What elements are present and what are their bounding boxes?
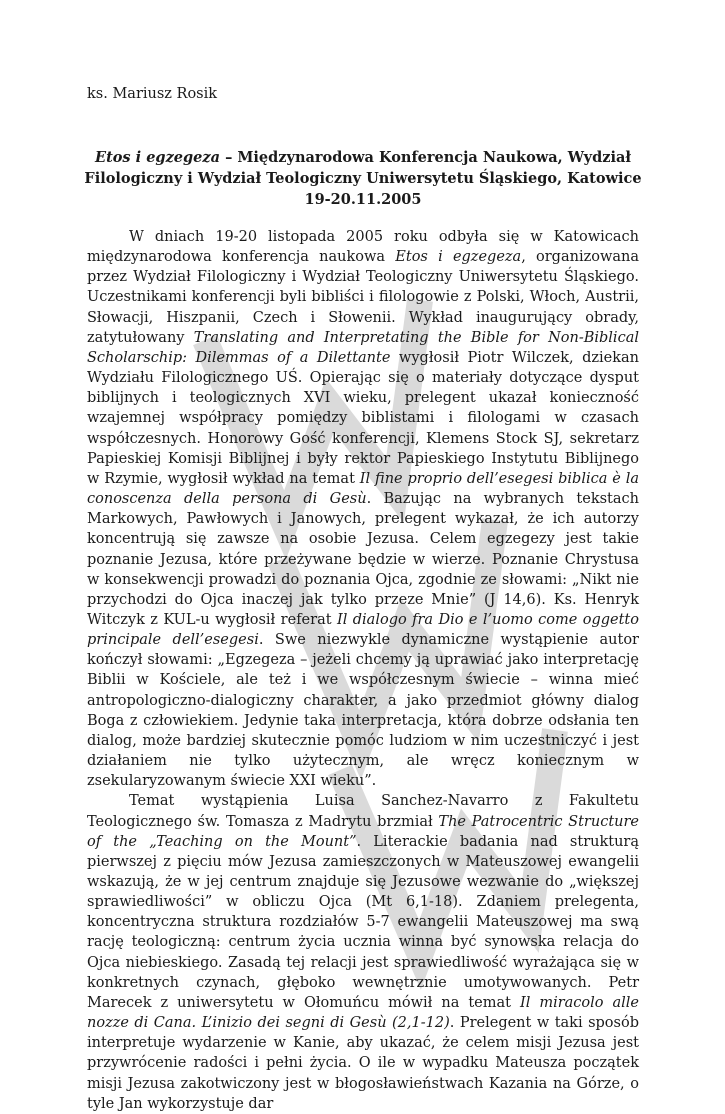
- italic-title-text: Il dialogo fra Dio e l’uomo come oggetto principale dell’esegesi: [87, 611, 639, 649]
- article-body: [87, 227, 639, 1114]
- italic-title-text: The Patrocentric Structure of the „Teaching on the Mount”: [87, 813, 639, 850]
- paragraph-text: . Bazując na wybranych tekstach Markowych, Pawłowych i Janowych, prelegent wykazał, że ich autorzy koncentrują się zawsze na osobie Jezusa. Celem egzegezy jest takie poznanie Jezusa, które przeżywane będzie w wierze. Poznanie Chrystusa w konsekwencji prowadzi do poznania Ojca, zgodnie ze słowami: „Nikt nie przychodzi do Ojca inaczej jak tylko przeze Mnie” (J 14,6). Ks. Henryk Witczyk z KUL-u wygłosił referat: [87, 491, 639, 628]
- title-rest: – Międzynarodowa Konferencja Naukowa, Wydział Filologiczny i Wydział Teologiczny Uniwersytetu Śląskiego, Katowice 19-20.11.2005: [84, 149, 642, 208]
- italic-title-text: Etos i egzegeza: [395, 249, 522, 266]
- paragraph: [87, 227, 639, 791]
- paragraph-text: . Literackie badania nad strukturą pierwszej z pięciu mów Jezusa zamieszczonych w Mateuszowej ewangelii wskazują, że w jej centrum znajduje się Jezusowe wezwanie do „większej sprawiedliwości” w obliczu Ojca (Mt 6,1-18). Zdaniem prelegenta, koncentryczna struktura rozdziałów 5-7 ewangelii Mateuszowej ma swą rację teologiczną: centrum życia ucznia winna być synowska relacja do Ojca niebieskiego. Zasadą tej relacji jest sprawiedliwość wyrażająca się w konkretnych czynach, głęboko wewnętrznie umotywowanych. Petr Marecek z uniwersytetu w Ołomuńcu mówił na temat: [87, 833, 640, 1011]
- italic-title-text: Il fine proprio dell’esegesi biblica è la conoscenza della persona di Gesù: [87, 470, 639, 508]
- title-italic: Etos i egzegeza: [95, 149, 221, 166]
- italic-title-text: Il miracolo alle nozze di Cana. L’inizio dei segni di Gesù (2,1-12): [87, 994, 639, 1032]
- italic-title-text: Translating and Interpretating the Bible for Non-Biblical Scholarschip: Dilemmas of a Dilettante: [87, 329, 639, 366]
- paragraph-text: . Prelegent w taki sposób interpretuje wydarzenie w Kanie, aby ukazać, że celem misji Jezusa jest przywrócenie radości i pełni życia. O ile w wypadku Mateusza początek misji Jezusa zakotwiczony jest w błogosławieństwach Kazania na Górze, o tyle Jan wykorzystuje dar: [87, 1015, 639, 1112]
- paragraph-text: W dniach 19-20 listopada 2005 roku odbyła się w Katowicach międzynarodowa konferencja naukowa: [87, 229, 639, 266]
- author-name: ks. Mariusz Rosik: [87, 86, 218, 102]
- paragraph-text: wygłosił Piotr Wilczek, dziekan Wydziału Filologicznego UŚ. Opierając się o materiały dotyczące dysput biblijnych i teologicznych XVI wieku, prelegent ukazał konieczność wzajemnej współpracy pomiędzy biblistami i filologami w czasach współczesnych. Honorowy Gość konferencji, Klemens Stock SJ, sekretarz Papieskiej Komisji Biblijnej i były rektor Papieskiego Instytutu Biblijnego w Rzymie, wygłosił wykład na temat: [87, 349, 640, 487]
- paragraph-text: , organizowana przez Wydział Filologiczny i Wydział Teologiczny Uniwersytetu Śląskiego. Uczestnikami konferencji byli bibliści i filologowie z Polski, Włoch, Austrii, Słowacji, Hiszpanii, Czech i Słowenii. Wykład inaugurujący obrady, zatytułowany: [87, 249, 639, 346]
- paragraph-text: Temat wystąpienia Luisa Sanchez-Navarro z Fakultetu Teologicznego św. Tomasza z Madrytu brzmiał: [87, 793, 639, 830]
- document-title: [80, 147, 646, 210]
- paragraph: [87, 791, 639, 1114]
- paragraph-text: . Swe niezwykle dynamiczne wystąpienie autor kończył słowami: „Egzegeza – jeżeli chcemy ją uprawiać jako interpretację Biblii w Kościele, ale też i we współczesnym świecie – winna mieć antropologiczno-dialogiczny charakter, a jako przedmiot główny dialog Boga z człowiekiem. Jedynie taka interpretacja, która dobrze odsłania ten dialog, może bardziej skutecznie pomóc ludziom w nim uczestniczyć i jest działaniem nie tylko użytecznym, ale wręcz koniecznym w zsekularyzowanym świecie XXI wieku”.: [87, 632, 639, 790]
